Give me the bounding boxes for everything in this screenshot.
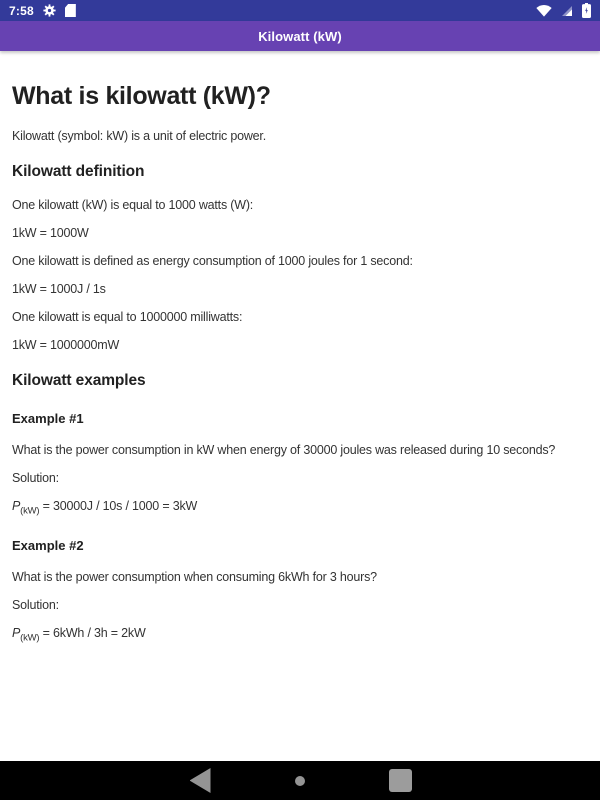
example-2-question: What is the power consumption when consuming 6kWh for 3 hours? — [12, 569, 377, 584]
back-icon — [190, 768, 211, 793]
back-button[interactable] — [150, 761, 250, 800]
wifi-icon — [536, 5, 552, 17]
example-2-solution-label: Solution: — [12, 597, 59, 612]
definition-formula: 1kW = 1000000mW — [12, 337, 120, 352]
definition-formula: 1kW = 1000W — [12, 225, 89, 240]
example-1-solution-label: Solution: — [12, 470, 59, 485]
status-bar-right — [536, 3, 591, 18]
example-2-heading: Example #2 — [12, 537, 84, 553]
home-icon — [295, 776, 305, 786]
app-bar-title: Kilowatt (kW) — [258, 28, 342, 44]
definition-paragraph: One kilowatt (kW) is equal to 1000 watts (W): — [12, 197, 254, 212]
settings-gear-icon — [43, 4, 56, 17]
definition-formula: 1kW = 1000J / 1s — [12, 281, 106, 296]
status-bar — [0, 0, 600, 21]
navigation-bar — [0, 761, 600, 800]
formula-subscript: (kW) — [20, 505, 40, 517]
example-1-formula — [12, 499, 588, 517]
definition-paragraph: One kilowatt is defined as energy consumption of 1000 joules for 1 second: — [12, 253, 413, 268]
example-2-formula — [12, 626, 588, 644]
app-bar — [0, 21, 600, 51]
examples-heading: Kilowatt examples — [12, 371, 146, 389]
article-content — [0, 82, 600, 644]
cell-signal-icon — [561, 5, 573, 17]
status-bar-left — [9, 4, 76, 18]
intro-paragraph: Kilowatt (symbol: kW) is a unit of electric power. — [12, 128, 266, 143]
formula-subscript: (kW) — [20, 632, 40, 644]
status-time: 7:58 — [9, 3, 34, 18]
home-button[interactable] — [250, 761, 350, 800]
definition-paragraph: One kilowatt is equal to 1000000 milliwatts: — [12, 309, 243, 324]
example-1-question: What is the power consumption in kW when energy of 30000 joules was released during 10 seconds? — [12, 442, 556, 457]
definition-heading: Kilowatt definition — [12, 162, 145, 180]
page-title: What is kilowatt (kW)? — [12, 82, 271, 110]
formula-expression: = 30000J / 10s / 1000 = 3kW — [39, 498, 198, 513]
sd-card-icon — [65, 4, 76, 17]
formula-variable: P — [12, 625, 21, 640]
formula-variable: P — [12, 498, 21, 513]
formula-expression: = 6kWh / 3h = 2kW — [39, 625, 146, 640]
example-1-heading: Example #1 — [12, 410, 84, 426]
recents-button[interactable] — [350, 761, 450, 800]
nav-button-group — [150, 761, 450, 800]
battery-icon — [582, 3, 591, 18]
recents-icon — [389, 769, 412, 792]
